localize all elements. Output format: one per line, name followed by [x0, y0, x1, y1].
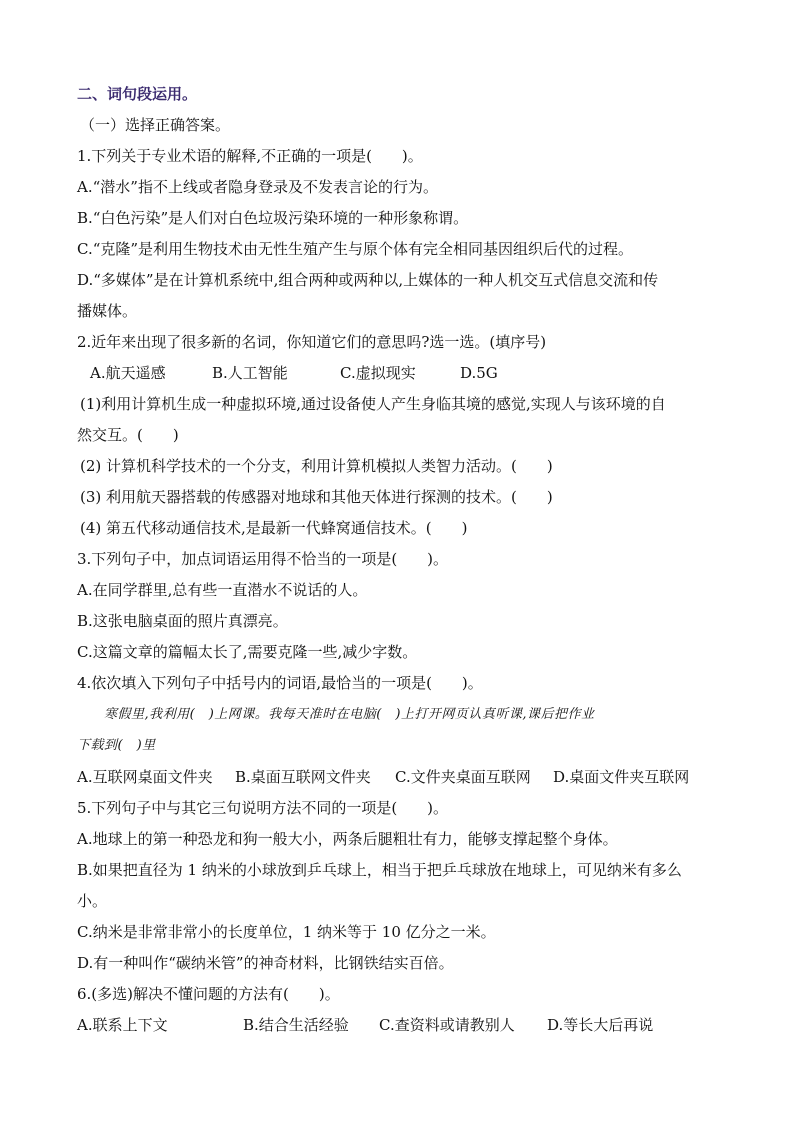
q2-stem: 2.近年来出现了很多新的名词，你知道它们的意思吗?选一选。(填序号) — [77, 333, 547, 351]
q6-options — [77, 1015, 727, 1035]
q2-option-a: A.航天遥感 — [90, 364, 166, 382]
q4-passage-line1: 寒假里,我利用( )上网课。我每天准时在电脑( )上打开网页认真听课,课后把作业 — [104, 707, 595, 722]
q1-option-b: B.“白色污染”是人们对白色垃圾污染环境的一种形象称谓。 — [77, 209, 469, 227]
q2-statement-1-line1: (1)利用计算机生成一种虚拟环境,通过设备使人产生身临其境的感觉,实现人与该环境的自 — [80, 395, 666, 413]
q1-option-d-line2: 播媒体。 — [77, 302, 138, 320]
q4-options — [77, 767, 727, 787]
q4-option-a: A.互联网桌面文件夹 — [77, 768, 213, 786]
q1-option-d-line1: D.“多媒体”是在计算机系统中,组合两种或两种以,上媒体的一种人机交互式信息交流和传 — [77, 271, 659, 289]
q2-option-b: B.人工智能 — [212, 364, 288, 382]
q5-option-b-line1: B.如果把直径为 1 纳米的小球放到乒乓球上，相当于把乒乓球放在地球上，可见纳米有多么 — [77, 861, 682, 879]
q6-option-d: D.等长大后再说 — [547, 1016, 654, 1034]
q1-stem: 1.下列关于专业术语的解释,不正确的一项是( )。 — [77, 147, 423, 165]
q6-option-a: A.联系上下文 — [77, 1016, 168, 1034]
q1-option-c: C.“克隆”是利用生物技术由无性生殖产生与原个体有完全相同基因组织后代的过程。 — [77, 240, 634, 258]
q4-passage-line2: 下载到( )里 — [77, 738, 156, 753]
q5-stem: 5.下列句子中与其它三句说明方法不同的一项是( )。 — [77, 799, 449, 817]
q6-option-b: B.结合生活经验 — [243, 1016, 349, 1034]
q2-statement-1-line2: 然交互。( ) — [77, 426, 179, 444]
q4-stem: 4.依次填入下列句子中括号内的词语,最恰当的一项是( )。 — [77, 674, 483, 692]
part-heading: （一）选择正确答案。 — [80, 116, 231, 134]
q6-stem: 6.(多选)解决不懂问题的方法有( )。 — [77, 985, 340, 1003]
q2-options — [90, 363, 740, 383]
q5-option-c: C.纳米是非常非常小的长度单位，1 纳米等于 10 亿分之一米。 — [77, 923, 496, 941]
q5-option-a: A.地球上的第一种恐龙和狗一般大小，两条后腿粗壮有力，能够支撑起整个身体。 — [77, 830, 618, 848]
q2-statement-4: (4) 第五代移动通信技术,是最新一代蜂窝通信技术。( ) — [80, 519, 468, 537]
q5-option-d: D.有一种叫作“碳纳米管”的神奇材料，比钢铁结实百倍。 — [77, 954, 454, 972]
q2-option-d: D.5G — [460, 364, 498, 382]
q1-option-a: A.“潜水”指不上线或者隐身登录及不发表言论的行为。 — [77, 178, 438, 196]
q2-statement-2: (2) 计算机科学技术的一个分支，利用计算机模拟人类智力活动。( ) — [80, 457, 553, 475]
q6-option-c: C.查资料或请教别人 — [379, 1016, 515, 1034]
q5-option-b-line2: 小。 — [77, 892, 108, 910]
q2-option-c: C.虚拟现实 — [340, 364, 416, 382]
q2-statement-3: (3) 利用航天器搭载的传感器对地球和其他天体进行探测的技术。( ) — [80, 488, 553, 506]
q3-option-b: B.这张电脑桌面的照片真漂亮。 — [77, 612, 288, 630]
q4-option-c: C.文件夹桌面互联网 — [395, 768, 531, 786]
section-heading: 二、词句段运用。 — [77, 85, 198, 103]
q3-stem: 3.下列句子中，加点词语运用得不恰当的一项是( )。 — [77, 550, 449, 568]
q4-option-b: B.桌面互联网文件夹 — [235, 768, 371, 786]
q3-option-c: C.这篇文章的篇幅太长了,需要克隆一些,减少字数。 — [77, 643, 418, 661]
q3-option-a: A.在同学群里,总有些一直潜水不说话的人。 — [77, 581, 368, 599]
q4-option-d: D.桌面文件夹互联网 — [553, 768, 690, 786]
